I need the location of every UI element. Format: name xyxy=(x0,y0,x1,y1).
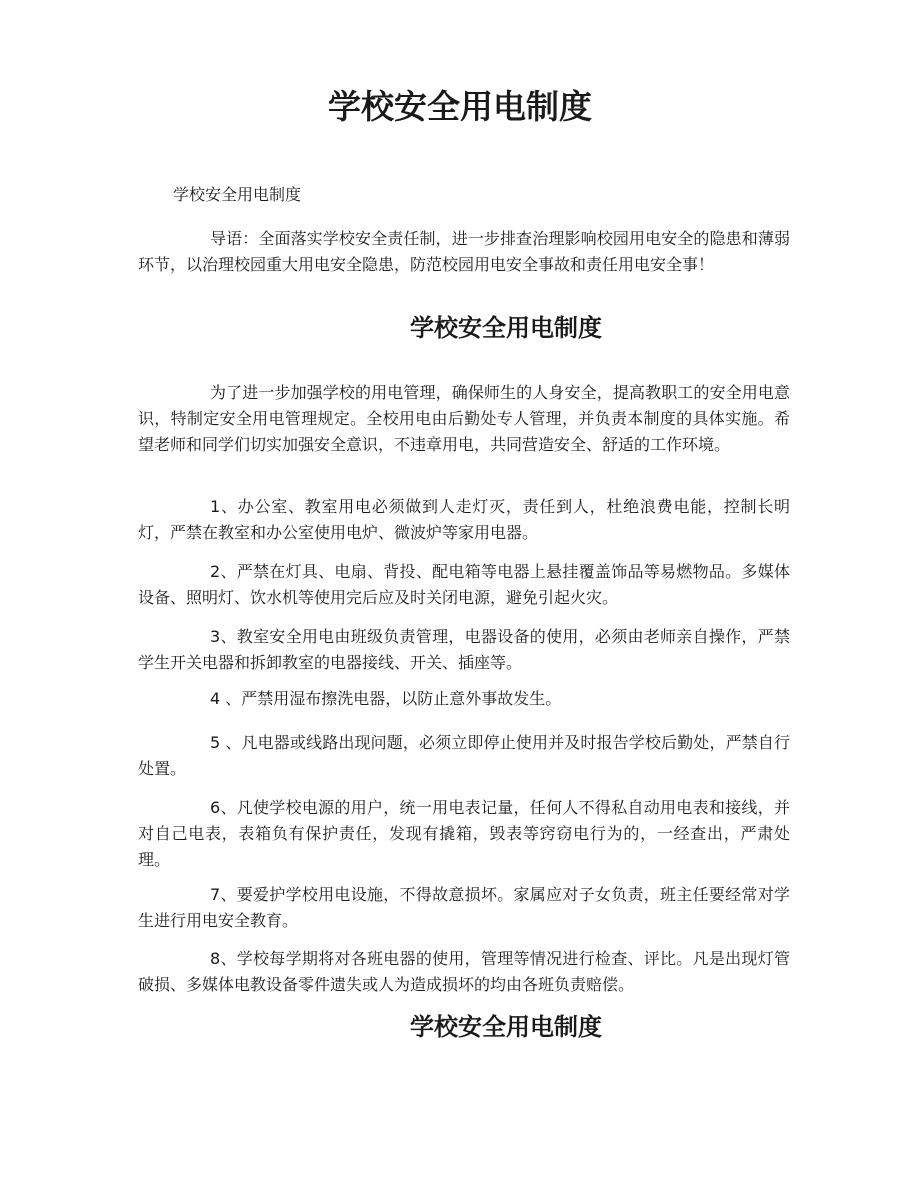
rule-item: 8、学校每学期将对各班电器的使用，管理等情况进行检查、评比。凡是出现灯管破损、多媒体电教设备零件遗失或人为造成损坏的均由各班负责赔偿。 xyxy=(138,949,790,994)
section-heading: 学校安全用电制度 xyxy=(410,1013,602,1041)
section-heading: 学校安全用电制度 xyxy=(410,314,602,342)
preface-paragraph: 为了进一步加强学校的用电管理，确保师生的人身安全，提高教职工的安全用电意识，特制定安全用电管理规定。全校用电由后勤处专人管理，并负责本制度的具体实施。希望老师和同学们切实加强安全意识，不违章用电，共同营造安全、舒适的工作环境。 xyxy=(138,383,790,454)
rule-item: 4 、严禁用湿布擦洗电器，以防止意外事故发生。 xyxy=(210,689,562,708)
rule-item: 3、教室安全用电由班级负责管理，电器设备的使用，必须由老师亲自操作，严禁学生开关电器和拆卸教室的电器接线、开关、插座等。 xyxy=(138,627,790,672)
rule-item: 7、要爱护学校用电设施，不得故意损坏。家属应对子女负责，班主任要经常对学生进行用电安全教育。 xyxy=(138,885,790,930)
document-subtitle: 学校安全用电制度 xyxy=(173,185,302,204)
rule-item: 1、办公室、教室用电必须做到人走灯灭，责任到人，杜绝浪费电能，控制长明灯，严禁在教室和办公室使用电炉、微波炉等家用电器。 xyxy=(138,497,790,542)
document-title: 学校安全用电制度 xyxy=(328,87,592,126)
rule-item: 2、严禁在灯具、电扇、背投、配电箱等电器上悬挂覆盖饰品等易燃物品。多媒体设备、照明灯、饮水机等使用完后应及时关闭电源，避免引起火灾。 xyxy=(138,562,790,607)
rule-item: 6、凡使学校电源的用户，统一用电表记量，任何人不得私自动用电表和接线，并对自己电表，表箱负有保护责任，发现有撬箱，毁表等窍窃电行为的，一经查出，严肃处理。 xyxy=(138,798,790,869)
rule-item: 5 、凡电器或线路出现问题，必须立即停止使用并及时报告学校后勤处，严禁自行处置。 xyxy=(138,733,790,778)
intro-paragraph: 导语：全面落实学校安全责任制，进一步排查治理影响校园用电安全的隐患和薄弱环节，以治理校园重大用电安全隐患，防范校园用电安全事故和责任用电安全事！ xyxy=(138,229,790,274)
